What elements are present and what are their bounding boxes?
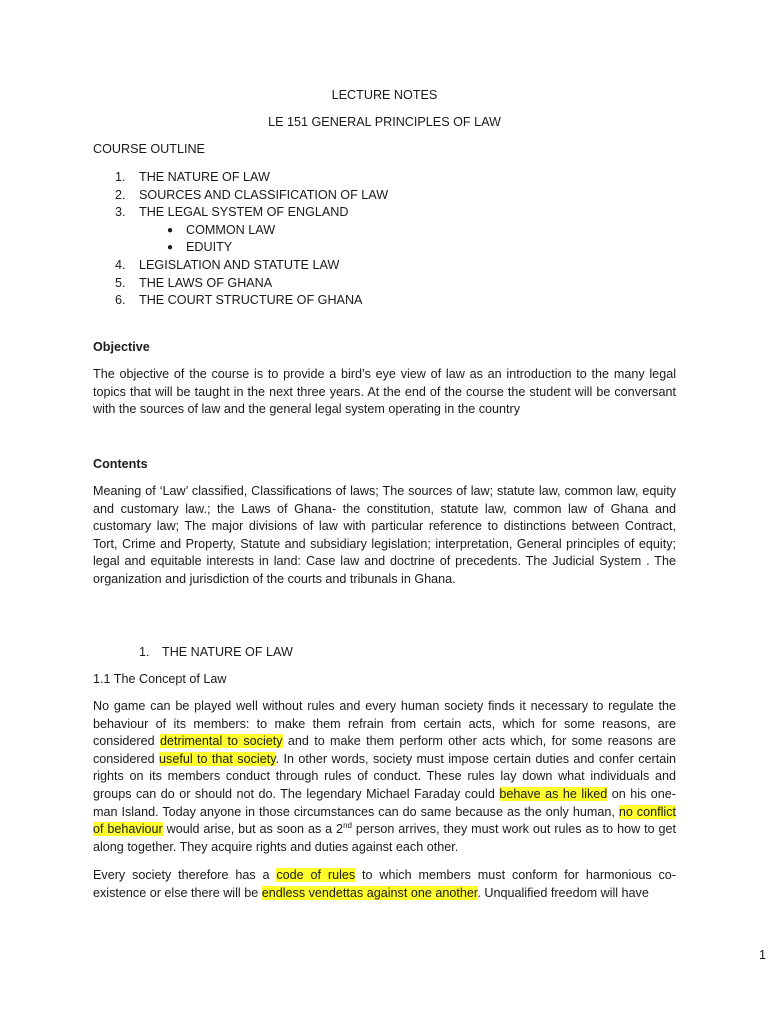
- page-number: 1: [759, 948, 767, 962]
- contents-heading: Contents: [93, 457, 148, 471]
- outline-sublist: [139, 222, 388, 257]
- outline-subitem: ● EDUITY: [186, 239, 388, 257]
- outline-item: 4. LEGISLATION AND STATUTE LAW: [115, 257, 340, 272]
- outline-item: 5. THE LAWS OF GHANA: [115, 275, 273, 290]
- course-title: LE 151 GENERAL PRINCIPLES OF LAW: [268, 115, 501, 129]
- highlight: useful to that society: [159, 751, 276, 766]
- highlight: behave as he liked: [499, 786, 608, 801]
- course-outline-list: [93, 169, 388, 310]
- outline-item: 1. THE NATURE OF LAW: [115, 170, 270, 184]
- outline-subitem: ● COMMON LAW: [186, 222, 388, 240]
- concept-paragraph-1: No game can be played well without rules and every human society finds it necessary to regulate the behaviour of its members: to make them refrain from certain acts, which for some reasons, are considered detrimental to society and to make them perform other acts which, for some reasons are considered useful to that society. In other words, society must impose certain duties and confer certain rights on its members conduct through rules of conduct. These rules lay down what individuals and groups can do or should not do. The legendary Michael Faraday could behave as he liked on his one-man Island. Today anyone in those circumstances can do same because as the only human, no conflict of behaviour would arise, but as soon as a 2nd person arrives, they must work out rules as to how to get along together. They acquire rights and duties against each other.: [93, 699, 677, 854]
- highlight: detrimental to society: [159, 734, 283, 749]
- outline-item: 6. THE COURT STRUCTURE OF GHANA: [115, 293, 363, 308]
- contents-paragraph: Meaning of ‘Law’ classified, Classifications of laws; The sources of law; statute law, common law, equity and customary law.; the Laws of Ghana- the constitution, statute law, common law of Ghana and customary law; The major divisions of law with particular reference to distinctions between Contract, Tort, Crime and Property, Statute and subsidiary legislation; interpretation, General principles of equity; legal and equitable interests in land: Case law and doctrine of precedents. The Judicial System . The organization and jurisdiction of the courts and tribunals in Ghana.: [93, 484, 676, 586]
- outline-label: COURSE OUTLINE: [93, 142, 205, 156]
- outline-item: 2. SOURCES AND CLASSIFICATION OF LAW: [115, 187, 389, 202]
- document-page: LECTURE NOTES LE 151 GENERAL PRINCIPLES OF LAW COURSE OUTLINE 1. THE NATURE OF LAW 2. SOURCES AND CLASSIFICATION OF LAW 3. THE LEGAL SYSTEM OF ENGLAND ● COMMON LAW ● EDUITY 4. LEGISLATION AND STATUTE LAW 5. THE LAWS OF GHANA 6. THE COURT STRUCTURE OF GHANA Objective The objective of the course is to provide a bird’s eye view of law as an introduction to the many legal topics that will be taught in the next three years. At the end of the course the student will be conversant with the sources of law and the general legal system operating in the country Contents Meaning of ‘Law’ classified, Classifications of laws; The sources of law; statute law, common law, equity and customary law.; the Laws of Ghana- the constitution, statute law, common law of Ghana and customary law; The major divisions of law with particular reference to distinctions between Contract, Tort, Crime and Property, Statute and subsidiary legislation; interpretation, General principles of equity; legal and equitable interests in land: Case law and doctrine of precedents. The Judicial System . The organization and jurisdiction of the courts and tribunals in Ghana. 1. THE NATURE OF LAW 1.1 The Concept of Law No game can be played well without rules and every human society finds it necessary to regulate the behaviour of its members: to make them refrain from certain acts, which for some reasons, are considered detrimental to society and to make them perform other acts which, for some reasons are considered useful to that society. In other words, society must impose certain duties and confer certain rights on its members conduct through rules of conduct. These rules lay down what individuals and groups can do or should not do. The legendary Michael Faraday could behave as he liked on his one-man Island. Today anyone in those circumstances can do same because as the only human, no conflict of behaviour would arise, but as soon as a 2nd person arrives, they must work out rules as to how to get along together. They acquire rights and duties against each other. Every society therefore has a code of rules to which members must conform for harmonious co-existence or else there will be endless vendettas against one another. Unqualified freedom will have 1: [93, 0, 676, 1024]
- highlight: code of rules: [276, 868, 356, 882]
- concept-paragraph-2: Every society therefore has a code of rules to which members must conform for harmonious co-existence or else there will be endless vendettas against one another. Unqualified freedom will have: [93, 868, 676, 900]
- objective-paragraph: The objective of the course is to provide a bird’s eye view of law as an introduction to the many legal topics that will be taught in the next three years. At the end of the course the student will be conversant with the sources of law and the general legal system operating in the country: [93, 367, 676, 417]
- highlight: endless vendettas against one another: [261, 885, 478, 900]
- bullet-icon: ●: [167, 224, 174, 236]
- subsection-heading: 1.1 The Concept of Law: [93, 672, 227, 686]
- objective-heading: Objective: [93, 340, 150, 354]
- outline-item: 3. THE LEGAL SYSTEM OF ENGLAND ● COMMON LAW ● EDUITY: [139, 204, 388, 257]
- doc-title: LECTURE NOTES: [331, 88, 438, 102]
- highlight: no conflict of behaviour: [93, 804, 677, 837]
- bullet-icon: ●: [167, 242, 174, 254]
